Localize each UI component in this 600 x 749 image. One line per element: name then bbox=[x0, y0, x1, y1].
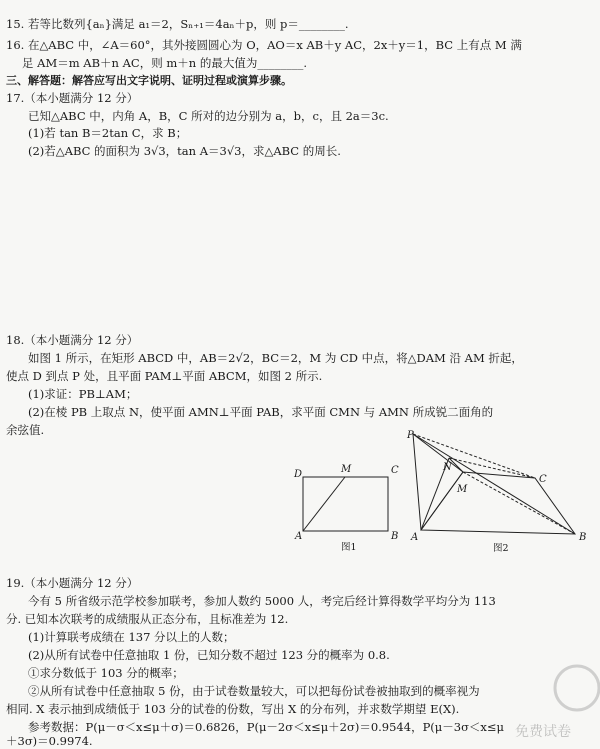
question-18-line3: (1)求证：PB⊥AM； bbox=[28, 387, 138, 401]
question-19-line9: ＋3σ)＝0.9974. bbox=[6, 734, 93, 748]
base-abcm bbox=[421, 472, 575, 534]
question-19-line8: 参考数据：P(μ－σ＜x≤μ＋σ)＝0.6826，P(μ－2σ＜x≤μ＋2σ)＝0.9544，P(μ－3σ＜x≤μ bbox=[28, 720, 505, 734]
label-m: M bbox=[341, 464, 352, 475]
question-19-line5: ①求分数低于 103 分的概率； bbox=[28, 666, 184, 680]
question-16-line1: 16. 在△ABC 中，∠A＝60°，其外接圆圆心为 O，AO＝x AB＋y AC，2x＋y＝1，BC 上有点 M 满 bbox=[6, 38, 522, 52]
question-17-heading: 17.（本小题满分 12 分） bbox=[6, 91, 139, 105]
label-p: P bbox=[407, 430, 414, 441]
label-n: N bbox=[443, 462, 452, 473]
question-18-heading: 18.（本小题满分 12 分） bbox=[6, 333, 139, 347]
question-17-line2: (1)若 tan B＝2tan C，求 B； bbox=[28, 126, 188, 140]
figure-1-caption: 图1 bbox=[341, 542, 357, 553]
question-17-line3: (2)若△ABC 的面积为 3√3，tan A＝3√3，求△ABC 的周长. bbox=[28, 144, 341, 158]
question-16-line2: 足 AM＝m AB＋n AC，则 m＋n 的最大值为________. bbox=[22, 56, 307, 70]
label-b: B bbox=[391, 531, 399, 542]
question-17-line1: 已知△ABC 中，内角 A，B，C 所对的边分别为 a，b，c，且 2a＝3c. bbox=[28, 109, 389, 123]
question-18-line1: 如图 1 所示，在矩形 ABCD 中，AB＝2√2，BC＝2，M 为 CD 中点，将△DAM 沿 AM 折起， bbox=[28, 351, 523, 365]
figure-2-caption: 图2 bbox=[493, 543, 509, 554]
section-3-heading: 三、解答题：解答应写出文字说明、证明过程或演算步骤。 bbox=[6, 74, 292, 87]
label-b: B bbox=[579, 532, 587, 543]
watermark bbox=[465, 650, 600, 742]
label-d: D bbox=[294, 469, 303, 480]
question-19-line6: ②从所有试卷中任意抽取 5 份，由于试卷数量较大，可以把每份试卷被抽取到的概率视为 bbox=[28, 684, 480, 698]
label-a: A bbox=[295, 531, 303, 542]
label-m: M bbox=[457, 484, 468, 495]
question-18-line5: 余弦值. bbox=[6, 423, 45, 437]
rectangle-abcd bbox=[303, 477, 388, 531]
question-19-line3: (1)计算联考成绩在 137 分以上的人数； bbox=[28, 630, 235, 644]
question-19-line1: 今有 5 所省级示范学校参加联考，参加人数约 5000 人，考完后经计算得数学平均分为 113 bbox=[28, 594, 496, 608]
figure-1-rectangle bbox=[285, 455, 415, 555]
question-18-line4: (2)在棱 PB 上取点 N，使平面 AMN⊥平面 PAB，求平面 CMN 与 AMN 所成锐二面角的 bbox=[28, 405, 494, 419]
question-19-line2: 分. 已知本次联考的成绩服从正态分布，且标准差为 12. bbox=[6, 612, 289, 626]
label-c: C bbox=[539, 474, 547, 485]
label-a: A bbox=[411, 532, 419, 543]
question-19-heading: 19.（本小题满分 12 分） bbox=[6, 576, 139, 590]
figure-2-folded bbox=[405, 428, 595, 556]
question-18-line2: 使点 D 到点 P 处，且平面 PAM⊥平面 ABCM，如图 2 所示. bbox=[6, 369, 323, 383]
question-19-line4: (2)从所有试卷中任意抽取 1 份，已知分数不超过 123 分的概率为 0.8. bbox=[28, 648, 390, 662]
watermark-text: 免费试卷 bbox=[515, 724, 571, 740]
question-15: 15. 若等比数列{aₙ}满足 a₁＝2，Sₙ₊₁＝4aₙ＋p，则 p＝________. bbox=[6, 17, 349, 31]
segment-am bbox=[303, 477, 345, 531]
question-19-line7: 相同. X 表示抽到成绩低于 103 分的试卷的份数，写出 X 的分布列，并求数学期望 E(X). bbox=[6, 702, 460, 716]
label-c: C bbox=[391, 465, 399, 476]
